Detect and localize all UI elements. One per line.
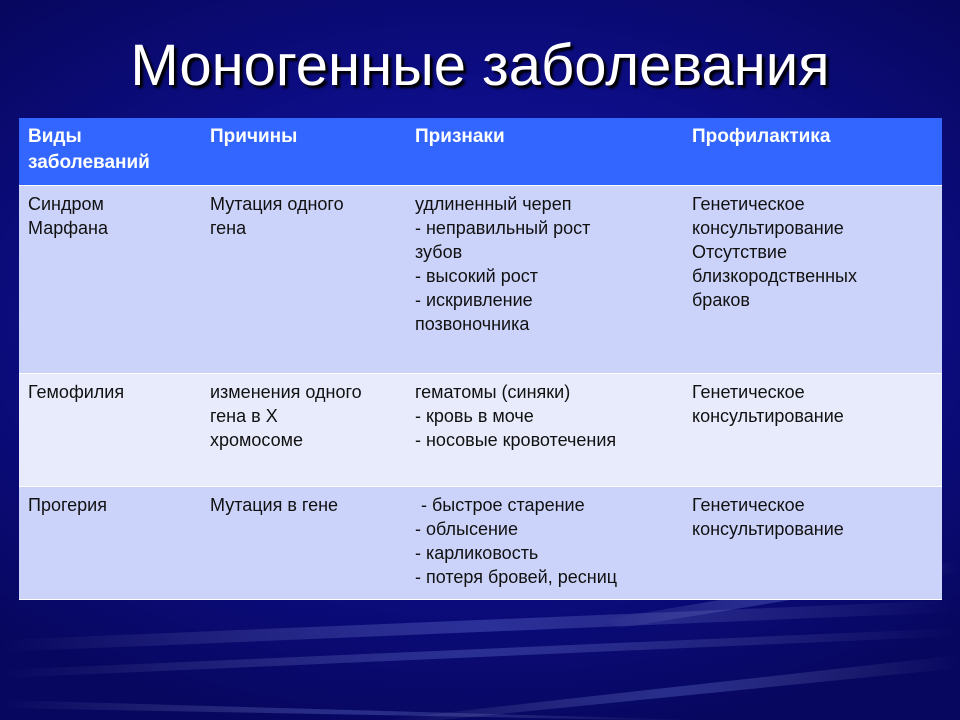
cell-cause <box>201 373 406 486</box>
cell-disease <box>19 373 201 486</box>
cell-text: - карликовость <box>415 542 539 563</box>
cell-cause <box>201 486 406 599</box>
cell-signs <box>406 185 683 373</box>
table-row <box>19 486 942 599</box>
cell-text: Мутация одного <box>210 193 344 214</box>
cell-disease <box>19 185 201 373</box>
cell-signs <box>406 373 683 486</box>
cell-text: Синдром <box>28 193 104 214</box>
diseases-table <box>19 118 942 599</box>
header-prevention: Профилактика <box>683 118 942 185</box>
table-header-row <box>19 118 942 185</box>
cell-text: консультирование <box>692 217 844 238</box>
cell-text: Марфана <box>28 217 108 238</box>
slide-title: Моногенные заболевания <box>130 33 830 98</box>
cell-text: - облысение <box>415 518 518 539</box>
cell-cause <box>201 185 406 373</box>
header-text: заболеваний <box>28 152 150 173</box>
table-row <box>19 373 942 486</box>
cell-text: браков <box>692 289 750 310</box>
cell-prevention <box>683 185 942 373</box>
cell-text: позвоночника <box>415 313 530 334</box>
cell-text: - искривление <box>415 289 533 310</box>
cell-text: - быстрое старение <box>421 494 585 515</box>
cell-text: гена в Х <box>210 405 278 426</box>
cell-text: Гемофилия <box>28 381 125 402</box>
cell-text: Генетическое <box>692 193 805 214</box>
header-causes: Причины <box>201 118 406 185</box>
cell-disease <box>19 486 201 599</box>
header-text: Виды <box>28 126 82 147</box>
cell-prevention <box>683 486 942 599</box>
cell-text: - носовые кровотечения <box>415 429 617 450</box>
cell-text: Генетическое <box>692 381 805 402</box>
cell-text: Мутация в гене <box>210 494 339 515</box>
cell-text: - высокий рост <box>415 265 538 286</box>
table-row <box>19 185 942 373</box>
cell-text: консультирование <box>692 518 844 539</box>
header-disease-types <box>19 118 201 185</box>
header-signs: Признаки <box>406 118 683 185</box>
cell-text: удлиненный череп <box>415 193 572 214</box>
cell-signs <box>406 486 683 599</box>
cell-text: зубов <box>415 241 463 262</box>
cell-text: консультирование <box>692 405 844 426</box>
cell-text: Прогерия <box>28 494 107 515</box>
cell-text: гематомы (синяки) <box>415 381 571 402</box>
cell-text: хромосоме <box>210 429 304 450</box>
cell-text: Генетическое <box>692 494 805 515</box>
cell-text: - кровь в моче <box>415 405 534 426</box>
cell-text: гена <box>210 217 247 238</box>
cell-text: - потеря бровей, ресниц <box>415 566 618 587</box>
cell-text: - неправильный рост <box>415 217 591 238</box>
cell-text: близкородственных <box>692 265 857 286</box>
cell-text: Отсутствие <box>692 241 787 262</box>
cell-text: изменения одного <box>210 381 362 402</box>
cell-prevention <box>683 373 942 486</box>
